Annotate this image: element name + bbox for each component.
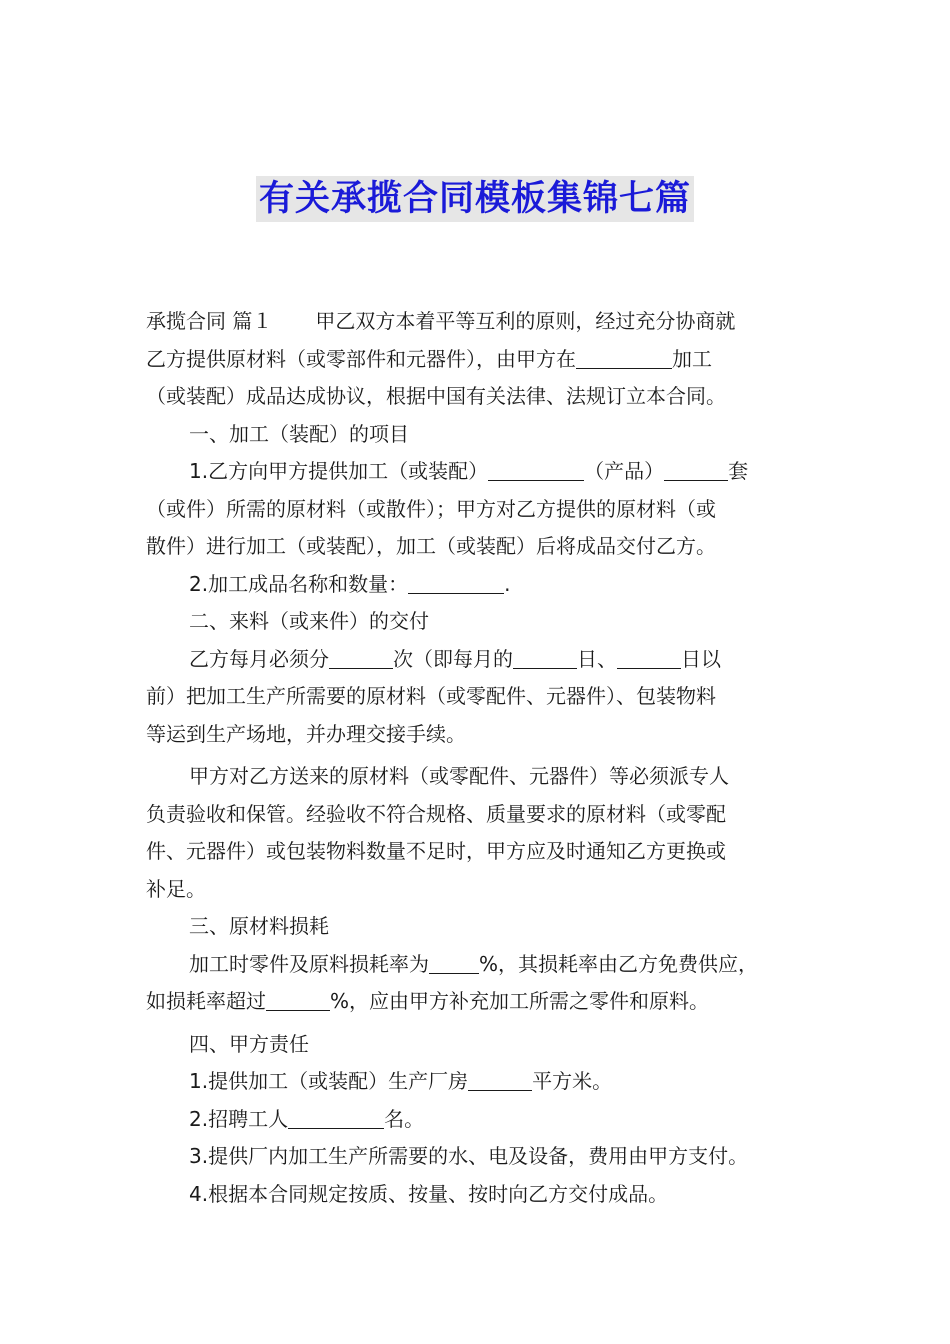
document-body: [146, 303, 826, 1213]
paragraph-line: [146, 303, 826, 341]
paragraph-line: [146, 758, 826, 796]
section-heading: 三、原材料损耗: [189, 914, 329, 938]
text-run: .: [504, 571, 511, 596]
text-run: 平方米。: [532, 1069, 613, 1093]
text-run: %，其损耗率由乙方免费供应，: [479, 951, 759, 976]
paragraph-line: [146, 453, 826, 491]
paragraph-line: [146, 641, 826, 679]
paragraph-line: [146, 341, 826, 379]
paragraph-line: 4.根据本合同规定按质、按量、按时向乙方交付成品。: [189, 1181, 669, 1206]
text-run: 甲方对乙方送来的原材料（或零配件、元器件）等必须派专人: [189, 764, 729, 788]
text-run: 等运到生产场地，并办理交接手续。: [146, 721, 466, 746]
text-run: 如损耗率超过: [146, 989, 266, 1013]
blank-field: [576, 348, 672, 369]
paragraph-line: [146, 983, 826, 1021]
paragraph-line: [146, 378, 826, 416]
paragraph-line: [146, 1063, 826, 1101]
text-run: 前）把加工生产所需要的原材料（或零配件、元器件）、包装物料: [146, 684, 716, 708]
text-run: 乙方提供原材料（或零部件和元器件），由甲方在: [146, 346, 576, 371]
blank-field: [513, 648, 577, 669]
text-run: 乙方每月必须分: [189, 646, 329, 671]
title-area: [0, 176, 950, 222]
paragraph-line: [146, 946, 826, 984]
text-run: 件、元器件）或包装物料数量不足时，甲方应及时通知乙方更换或: [146, 839, 726, 863]
text-run: 套: [728, 459, 749, 483]
blank-field: [329, 648, 393, 669]
text-run: 2.招聘工人: [189, 1106, 289, 1131]
section-heading: 一、加工（装配）的项目: [189, 421, 409, 446]
paragraph-line: 3.提供厂内加工生产所需要的水、电及设备，费用由甲方支付。: [189, 1144, 749, 1168]
text-run: 加工时零件及原料损耗率为: [189, 951, 429, 976]
text-run: 1.乙方向甲方提供加工（或装配）: [189, 459, 489, 483]
text-run: %，应由甲方补充加工所需之零件和原料。: [330, 989, 710, 1013]
text-run: 加工: [672, 346, 712, 371]
contract-lead: 承揽合同 篇１: [146, 309, 273, 333]
blank-field: [429, 953, 479, 974]
paragraph-line: [146, 491, 826, 529]
text-run: 日以: [681, 646, 721, 671]
paragraph-line: [146, 796, 826, 834]
document-title: 有关承揽合同模板集锦七篇: [256, 176, 694, 222]
paragraph-line: [146, 566, 826, 604]
blank-field: [468, 1070, 532, 1091]
paragraph-line: [146, 678, 826, 716]
section-heading: 二、来料（或来件）的交付: [189, 609, 429, 633]
text-run: 散件）进行加工（或装配），加工（或装配）后将成品交付乙方。: [146, 534, 716, 558]
text-run: （产品）: [584, 459, 665, 483]
text-run: 日、: [577, 646, 617, 671]
paragraph-line: [146, 871, 826, 909]
blank-field: [664, 460, 728, 481]
paragraph-line: [146, 528, 826, 566]
blank-field: [488, 460, 584, 481]
text-run: 2.加工成品名称和数量：: [189, 571, 409, 596]
blank-field: [288, 1108, 384, 1129]
text-run: 甲乙双方本着平等互利的原则，经过充分协商就: [315, 309, 736, 333]
text-run: 负责验收和保管。经验收不符合规格、质量要求的原材料（或零配: [146, 801, 726, 826]
blank-field: [266, 990, 330, 1011]
text-run: 名。: [384, 1106, 425, 1131]
blank-field: [617, 648, 681, 669]
text-run: （或件）所需的原材料（或散件）；甲方对乙方提供的原材料（或: [146, 496, 716, 521]
text-run: 补足。: [146, 876, 206, 901]
text-run: 1.提供加工（或装配）生产厂房: [189, 1069, 469, 1093]
text-run: （或装配）成品达成协议，根据中国有关法律、法规订立本合同。: [146, 384, 726, 408]
paragraph-line: [146, 1101, 826, 1139]
paragraph-line: [146, 833, 826, 871]
text-run: 次（即每月的: [393, 646, 513, 671]
section-heading: 四、甲方责任: [189, 1031, 309, 1056]
blank-field: [408, 573, 504, 594]
paragraph-line: [146, 716, 826, 754]
